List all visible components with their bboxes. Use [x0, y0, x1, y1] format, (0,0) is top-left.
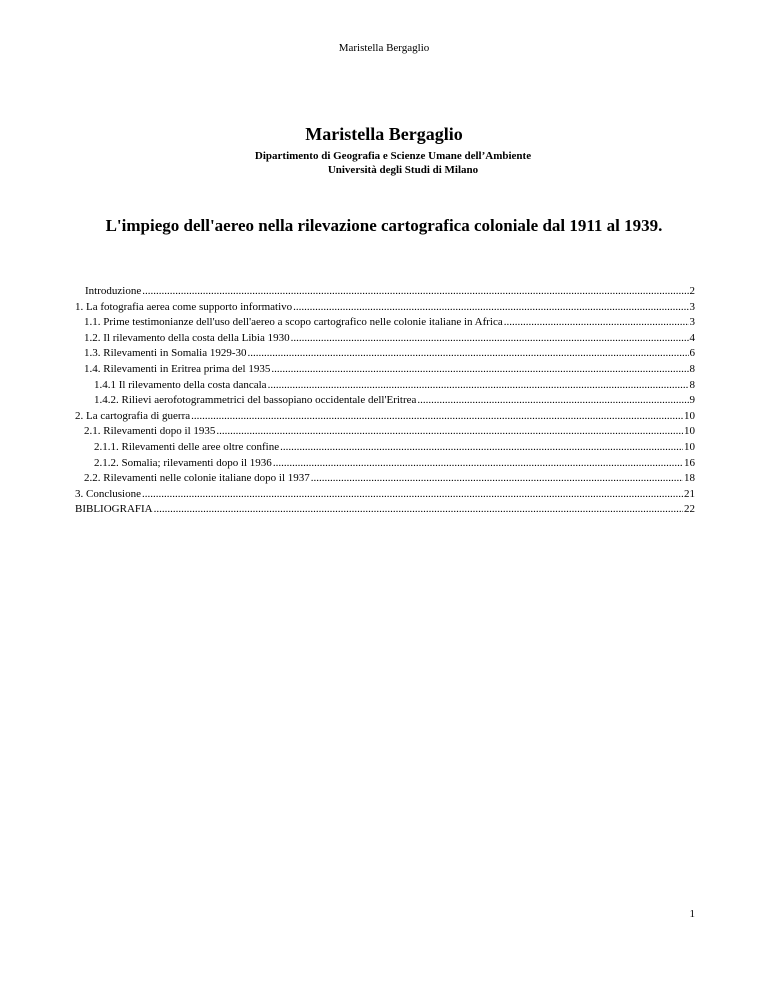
- toc-entry-2[interactable]: [75, 409, 695, 425]
- toc-entry-page: 21: [684, 487, 695, 500]
- toc-entry-1-4-1[interactable]: [75, 378, 695, 394]
- toc-entry-page: 10: [684, 440, 695, 453]
- toc-leader: [311, 471, 683, 487]
- author-name: Maristella Bergaglio: [305, 124, 463, 144]
- toc-entry-text: 2.2. Rilevamenti nelle colonie italiane dopo il 1937: [84, 472, 310, 485]
- affiliation-university: Università degli Studi di Milano: [327, 164, 479, 176]
- toc-entry-1[interactable]: [75, 300, 695, 316]
- toc-leader: [216, 424, 683, 440]
- toc-entry-text: 1.2. Il rilevamento della costa della Libia 1930: [84, 331, 290, 344]
- page-number: 1: [689, 908, 695, 920]
- toc-entry-2-1-1[interactable]: [75, 440, 695, 456]
- toc-leader: [142, 487, 683, 503]
- toc-leader: [504, 315, 689, 331]
- toc-leader: [291, 331, 689, 347]
- toc-entry-3[interactable]: [75, 487, 695, 503]
- toc-entry-page: 3: [689, 300, 695, 313]
- toc-leader: [273, 456, 683, 472]
- toc-leader: [417, 393, 688, 409]
- toc-leader: [280, 440, 683, 456]
- toc-entry-bibliografia[interactable]: [75, 502, 695, 518]
- toc-entry-2-1[interactable]: [75, 424, 695, 440]
- toc-leader: [293, 300, 688, 316]
- toc-entry-page: 16: [684, 456, 695, 469]
- document-title: L'impiego dell'aereo nella rilevazione cartografica coloniale dal 1911 al 1939.: [105, 216, 663, 235]
- toc-entry-2-2[interactable]: [75, 471, 695, 487]
- toc-leader: [271, 362, 688, 378]
- toc-leader: [142, 284, 688, 300]
- toc-entry-page: 10: [684, 425, 695, 438]
- toc-entry-page: 10: [684, 409, 695, 422]
- toc-entry-text: BIBLIOGRAFIA: [75, 503, 153, 516]
- toc-entry-text: 2. La cartografia di guerra: [75, 409, 191, 422]
- toc-entry-2-1-2[interactable]: [75, 456, 695, 472]
- toc-entry-text: 3. Conclusione: [75, 487, 141, 500]
- running-header: Maristella Bergaglio: [338, 42, 430, 54]
- toc-entry-text: 2.1.1. Rilevamenti delle aree oltre confine: [94, 440, 280, 453]
- toc-entry-page: 2: [689, 285, 695, 297]
- toc-entry-text: 2.1.2. Somalia; rilevamenti dopo il 1936: [94, 456, 272, 469]
- toc-entry-text: 1.1. Prime testimonianze dell'uso dell'aereo a scopo cartografico nelle colonie italiane in Africa: [84, 316, 503, 329]
- toc-entry-page: 8: [689, 378, 695, 391]
- toc-leader: [248, 346, 689, 362]
- toc-entry-1-3[interactable]: [75, 346, 695, 362]
- toc-entry-text: 1.4.2. Rilievi aerofotogrammetrici del bassopiano occidentale dell'Eritrea: [94, 394, 417, 407]
- toc-leader: [191, 409, 683, 425]
- toc-entry-1-2[interactable]: [75, 331, 695, 347]
- toc-entry-introduzione[interactable]: [75, 284, 695, 300]
- toc-entry-page: 18: [684, 472, 695, 485]
- toc-leader: [268, 378, 689, 394]
- toc-entry-1-4[interactable]: [75, 362, 695, 378]
- table-of-contents: [75, 284, 695, 518]
- toc-entry-page: 4: [689, 331, 695, 344]
- toc-entry-text: 1.3. Rilevamenti in Somalia 1929-30: [84, 347, 247, 360]
- toc-entry-text: 2.1. Rilevamenti dopo il 1935: [84, 425, 216, 438]
- toc-entry-text: 1.4.1 Il rilevamento della costa dancala: [94, 378, 267, 391]
- toc-entry-page: 9: [689, 394, 695, 407]
- affiliation-department: Dipartimento di Geografia e Scienze Umane dell’Ambiente: [254, 150, 532, 162]
- toc-entry-text: Introduzione: [85, 285, 142, 297]
- toc-entry-page: 6: [689, 347, 695, 360]
- toc-entry-1-4-2[interactable]: [75, 393, 695, 409]
- toc-entry-text: 1.4. Rilevamenti in Eritrea prima del 1935: [84, 362, 271, 375]
- toc-entry-page: 22: [684, 503, 695, 516]
- toc-leader: [154, 502, 683, 518]
- toc-entry-text: 1. La fotografia aerea come supporto informativo: [75, 300, 293, 313]
- toc-entry-page: 3: [689, 316, 695, 329]
- toc-entry-1-1[interactable]: [75, 315, 695, 331]
- toc-entry-page: 8: [689, 362, 695, 375]
